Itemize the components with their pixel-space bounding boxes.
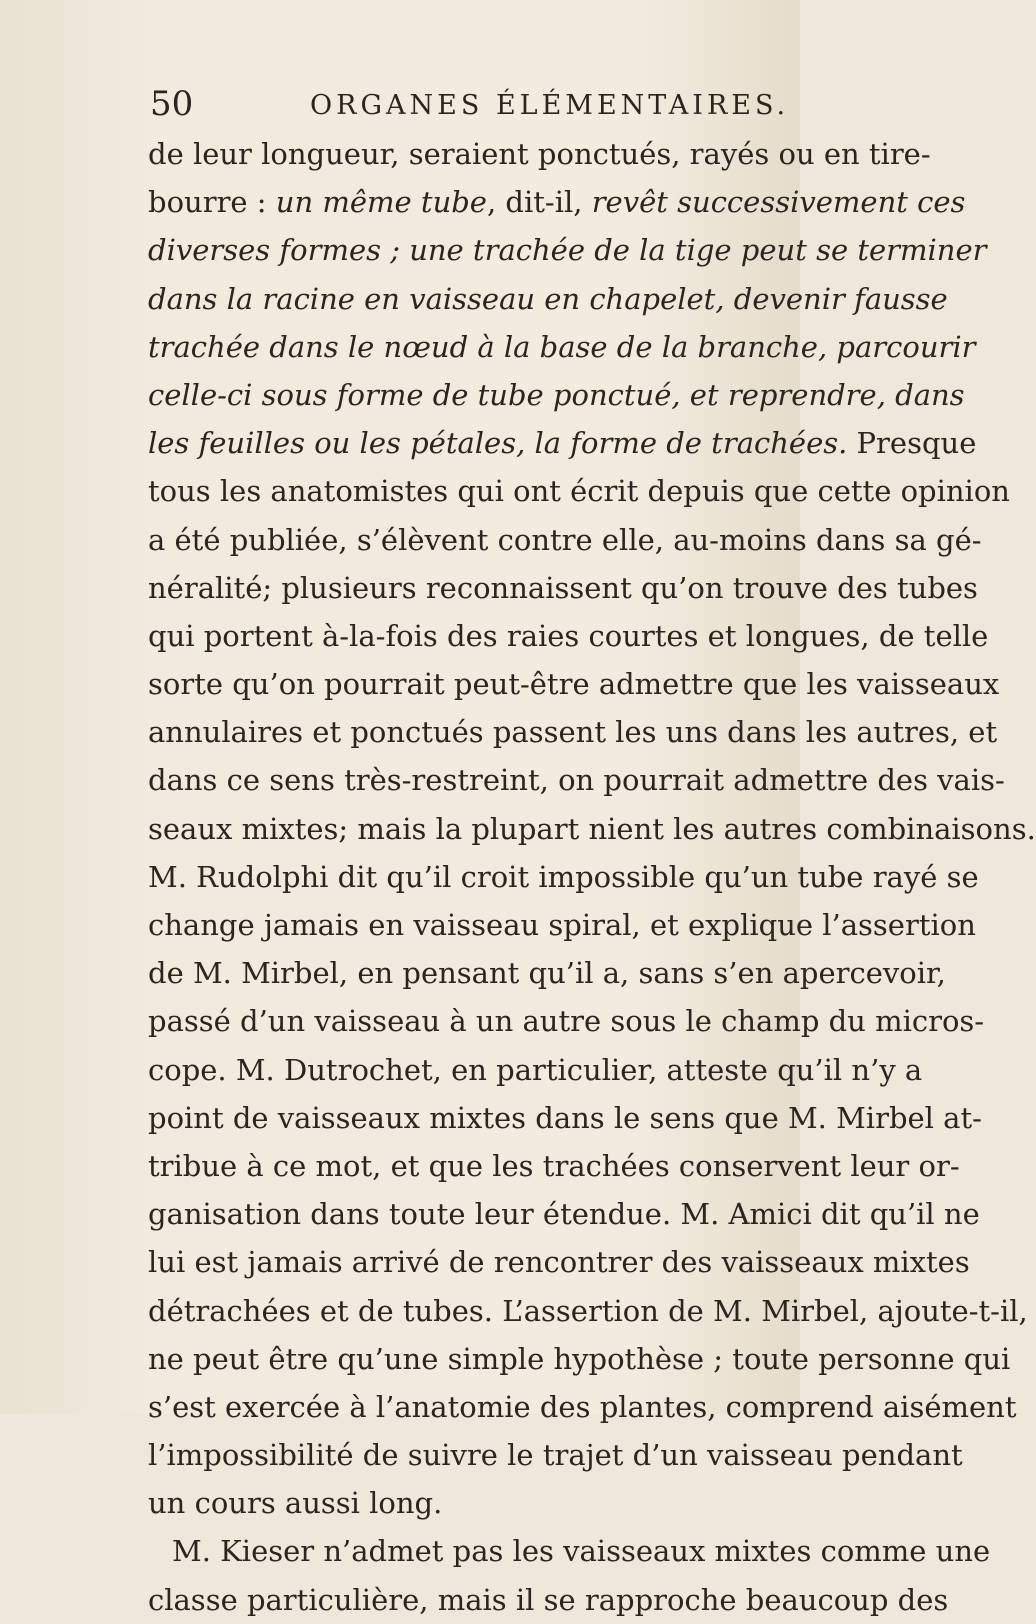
text-run: dans ce sens très-restreint, on pourrait admettre des vais- [148,763,1005,798]
text-run: qui portent à-la-fois des raies courtes et longues, de telle [148,618,989,653]
text-run: un même tube [275,185,487,220]
text-line [148,275,948,323]
text-run: change jamais en vaisseau spiral, et explique l’assertion [148,908,976,942]
page-header [150,84,790,124]
text-run: passé d’un vaisseau à un autre sous le champ du micros- [148,1004,985,1039]
text-line [148,467,1010,515]
text-line [148,419,977,467]
text-line [148,660,1000,708]
text-run: ganisation dans toute leur étendue. M. Amici dit qu’il ne [148,1197,980,1232]
text-run: ne peut être qu’une simple hypothèse ; toute personne qui [148,1341,1011,1376]
running-title: ORGANES ÉLÉMENTAIRES. [310,90,790,121]
text-run: s’est exercée à l’anatomie des plantes, comprend aisément [148,1389,1017,1424]
text-line [148,805,1036,853]
text-run: cope. M. Dutrochet, en particulier, atteste qu’il n’y a [148,1052,923,1087]
text-run: revêt successivement ces [591,185,966,220]
text-line [148,323,976,371]
text-line [148,1287,1028,1335]
text-run: les feuilles ou les pétales, la forme de trachées. [148,426,848,461]
text-run: a été publiée, s’élèvent contre elle, au-moins dans sa gé- [148,522,982,557]
text-line [148,516,982,564]
text-run: tous les anatomistes qui ont écrit depuis que cette opinion [148,474,1010,509]
text-line [148,756,1005,804]
text-line [148,564,978,612]
text-line [148,1046,923,1094]
text-line [148,178,966,226]
text-line [148,1431,963,1479]
text-line [148,226,987,274]
text-run: celle-ci sous forme de tube ponctué, et reprendre, dans [148,377,965,412]
text-run: M. Rudolphi dit qu’il croit impossible qu’un tube rayé se [148,859,979,894]
text-line [148,1190,980,1238]
text-run: diverses formes ; une trachée de la tige peut se terminer [148,233,987,268]
text-line [148,1335,1011,1383]
text-run: néralité; plusieurs reconnaissent qu’on trouve des tubes [148,570,978,605]
text-line [148,1238,970,1286]
text-line [148,371,965,419]
text-run: sorte qu’on pourrait peut-être admettre que les vaisseaux [148,667,1000,702]
text-run: seaux mixtes; mais la plupart nient les autres combinaisons. [148,811,1036,846]
text-run: un cours aussi long. [148,1486,443,1521]
text-run: bourre : [148,185,276,220]
text-run: trachée dans le nœud à la base de la branche, parcourir [148,329,976,364]
text-line [148,901,976,949]
text-run: tribue à ce mot, et que les trachées conservent leur or- [148,1148,960,1183]
text-run: point de vaisseaux mixtes dans le sens que M. Mirbel at- [148,1100,982,1135]
text-line [148,1576,949,1624]
body-text [148,130,1036,1624]
text-line [148,708,998,756]
text-line [148,949,946,997]
text-line [148,997,985,1045]
text-run: classe particulière, mais il se rapproche beaucoup des [148,1582,949,1617]
text-line [148,1383,1017,1431]
text-run: annulaires et ponctués passent les uns dans les autres, et [148,715,998,750]
page-number: 50 [150,84,194,124]
text-run: de leur longueur, seraient ponctués, rayés ou en tire- [148,137,931,171]
text-line [148,1094,982,1142]
text-run: l’impossibilité de suivre le trajet d’un vaisseau pendant [148,1438,963,1473]
text-run: détrachées et de tubes. L’assertion de M. Mirbel, ajoute-t-il, [148,1293,1028,1328]
text-run: , dit-il, [486,185,592,220]
text-line [148,853,979,901]
text-run: de M. Mirbel, en pensant qu’il a, sans s’en apercevoir, [148,956,946,991]
text-run: dans la racine en vaisseau en chapelet, devenir fausse [148,281,948,316]
text-run: lui est jamais arrivé de rencontrer des vaisseaux mixtes [148,1245,970,1280]
text-line [148,1527,991,1575]
text-run: Presque [847,426,977,461]
text-line [148,612,989,660]
text-line [148,1479,788,1527]
text-line [148,1142,960,1190]
text-run: M. Kieser n’admet pas les vaisseaux mixtes comme une [172,1534,991,1569]
text-line [148,130,931,178]
